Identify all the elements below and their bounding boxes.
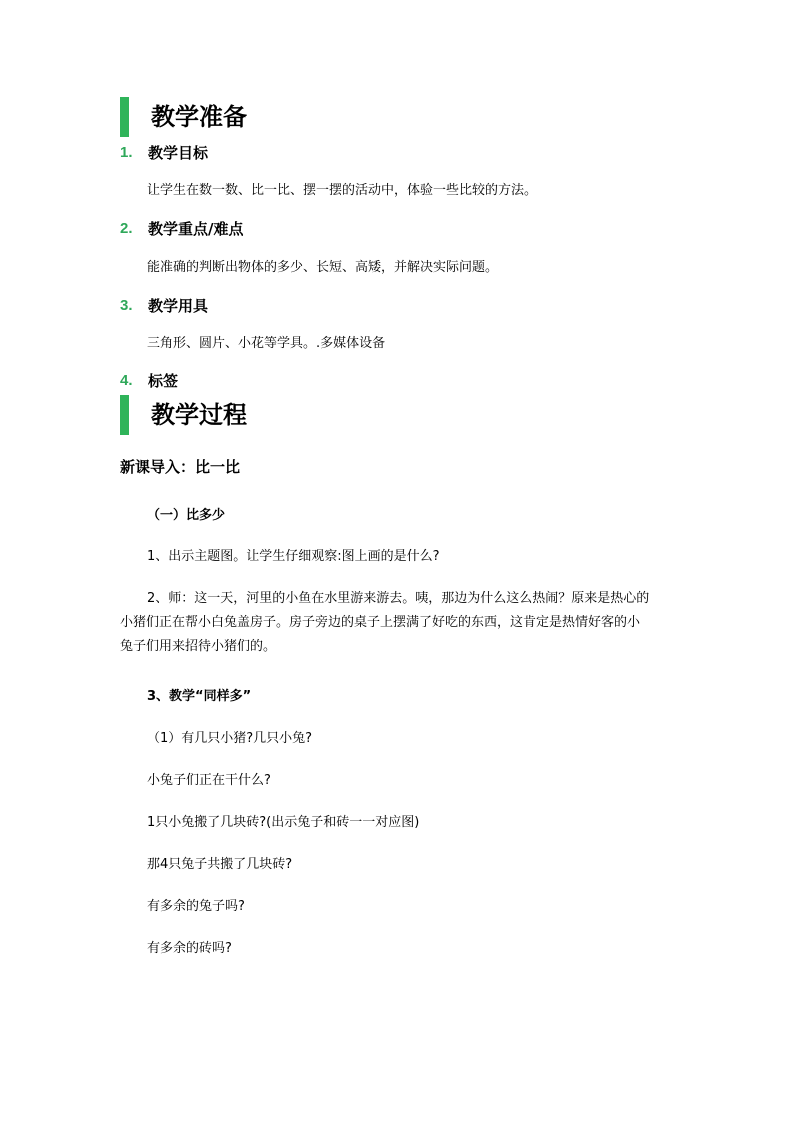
intro-heading: 新课导入：比一比 — [120, 458, 241, 476]
keypoints-text: 能准确的判断出物体的多少、长短、高矮，并解决实际问题。 — [147, 260, 499, 275]
item-label: 教学目标 — [148, 143, 209, 162]
sub-heading-compare: （一）比多少 — [147, 508, 226, 523]
question-6: 有多余的砖吗? — [147, 941, 232, 956]
question-4: 那4只兔子共搬了几块砖? — [147, 857, 293, 872]
item-goal — [120, 140, 208, 164]
item-tools — [120, 293, 208, 317]
item-label: 教学重点/难点 — [148, 219, 244, 238]
item-number: 2. — [120, 219, 133, 237]
section-heading-prep — [120, 97, 247, 137]
item-tags — [120, 368, 178, 392]
item-number: 1. — [120, 143, 133, 161]
goal-text: 让学生在数一数、比一比、摆一摆的活动中，体验一些比较的方法。 — [147, 183, 538, 198]
accent-bar — [120, 97, 129, 137]
section-heading-process — [120, 395, 247, 435]
item-label: 教学用具 — [148, 296, 209, 315]
section-title-prep: 教学准备 — [151, 103, 247, 131]
question-3: 1只小兔搬了几块砖?(出示兔子和砖一一对应图) — [147, 815, 420, 830]
question-5: 有多余的兔子吗? — [147, 899, 245, 914]
tools-text: 三角形、圆片、小花等学具。.多媒体设备 — [147, 336, 386, 351]
item-label: 标签 — [148, 371, 179, 390]
step-2-text: 2、师：这一天，河里的小鱼在水里游来游去。咦，那边为什么这么热闹？原来是热心的小猪们正在帮小白兔盖房子。房子旁边的桌子上摆满了好吃的东西，这肯定是热情好客的小兔子们用来招待小猪们的。 — [120, 591, 650, 654]
accent-bar — [120, 395, 129, 435]
item-keypoints — [120, 216, 243, 240]
question-1: （1）有几只小猪?几只小兔? — [147, 731, 313, 746]
item-number: 3. — [120, 296, 133, 314]
section-title-process: 教学过程 — [151, 401, 247, 429]
question-2: 小兔子们正在干什么? — [147, 773, 271, 788]
step-1-text: 1、出示主题图。让学生仔细观察:图上画的是什么? — [147, 549, 440, 564]
step-3-heading: 3、教学“同样多” — [147, 689, 252, 704]
item-number: 4. — [120, 371, 133, 389]
